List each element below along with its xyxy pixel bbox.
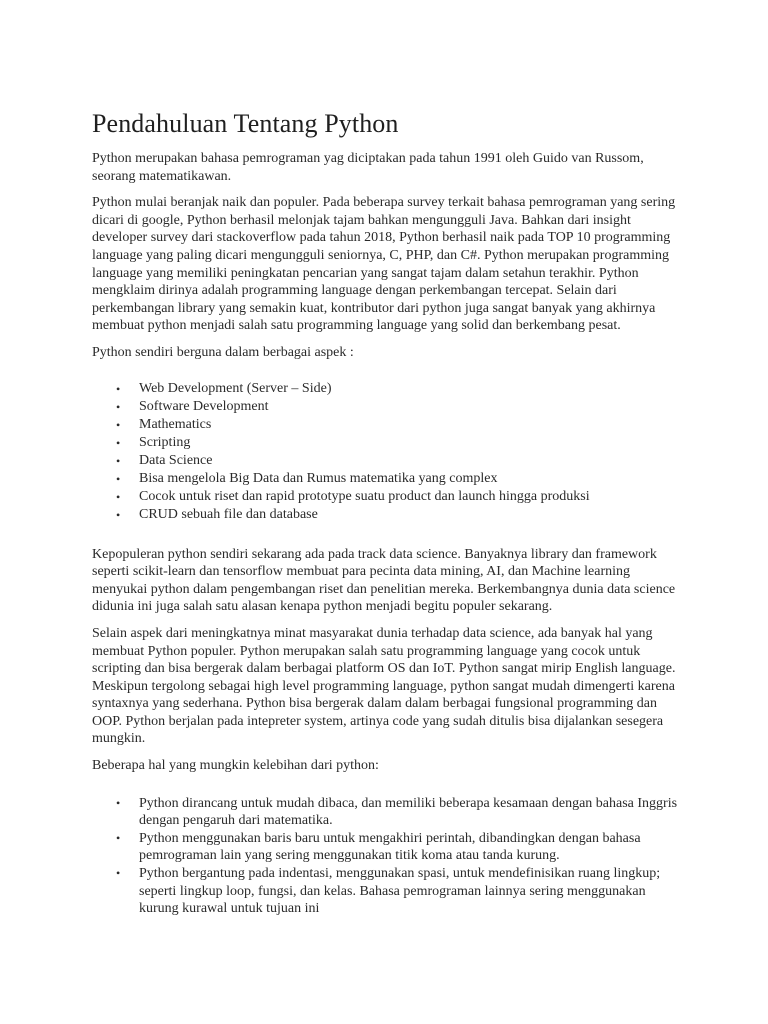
- bullet-icon: •: [116, 399, 121, 414]
- aspects-list: [92, 380, 682, 524]
- list-item: [92, 795, 682, 830]
- list-item-text: CRUD sebuah file dan database: [139, 506, 318, 522]
- list-item-text: Mathematics: [139, 416, 212, 432]
- paragraph-middle-1: Kepopuleran python sendiri sekarang ada pada track data science. Banyaknya library dan framework seperti scikit-learn dan tensorflow membuat para pecinta data mining, AI, dan Machine learning menyukai python dalam pengembangan riset dan penelitian mereka. Berkembangnya dunia data science didunia ini juga salah satu alasan kenapa python menjadi begitu populer sekarang.: [92, 546, 676, 615]
- list-item-text: Web Development (Server – Side): [139, 380, 332, 396]
- bullet-icon: •: [116, 381, 121, 396]
- bullet-icon: •: [116, 489, 121, 504]
- bullet-icon: •: [116, 507, 121, 522]
- bullet-icon: •: [116, 830, 121, 845]
- list-item: [92, 488, 682, 506]
- list-item-text: Python dirancang untuk mudah dibaca, dan memiliki beberapa kesamaan dengan bahasa Inggris dengan pengaruh dari matematika.: [139, 795, 678, 829]
- bullet-icon: •: [116, 866, 121, 881]
- list-item: [92, 380, 682, 398]
- document-page: [92, 108, 682, 940]
- list-item-text: Data Science: [139, 452, 213, 468]
- bullet-icon: •: [116, 471, 121, 486]
- paragraph-intro-1: Python merupakan bahasa pemrograman yag diciptakan pada tahun 1991 oleh Guido van Russom, seorang matematikawan.: [92, 151, 644, 184]
- list-item: [92, 865, 682, 918]
- list-item-text: Cocok untuk riset dan rapid prototype suatu product dan launch hingga produksi: [139, 488, 590, 504]
- list-item-text: Python bergantung pada indentasi, menggunakan spasi, untuk mendefinisikan ruang lingkup; seperti lingkup loop, fungsi, dan kelas. Bahasa pemrograman lainnya sering menggunakan kurung kurawal untuk tujuan ini: [139, 866, 661, 917]
- list-item-text: Software Development: [139, 398, 269, 414]
- paragraph-intro-3: Python sendiri berguna dalam berbagai aspek :: [92, 344, 354, 360]
- paragraph-middle-3: Beberapa hal yang mungkin kelebihan dari python:: [92, 758, 379, 774]
- list-item-text: Bisa mengelola Big Data dan Rumus matematika yang complex: [139, 470, 498, 486]
- list-item: [92, 398, 682, 416]
- list-item: [92, 416, 682, 434]
- list-item: [92, 470, 682, 488]
- paragraph-intro-2: Python mulai beranjak naik dan populer. Pada beberapa survey terkait bahasa pemrograman yang sering dicari di google, Python berhasil melonjak tajam bahkan mengungguli Java. Bahkan dari insight developer survey dari stackoverflow pada tahun 2018, Python berhasil naik pada TOP 10 programming language yang paling dicari mengungguli seniornya, C, PHP, dan C#. Python merupakan programming language yang memiliki peningkatan pencarian yang sangat tajam dalam setahun terakhir. Python mengklaim dirinya adalah programming language dengan perkembangan tercepat. Selain dari perkembangan library yang semakin kuat, kontributor dari python juga sangat banyak yang akhirnya membuat python menjadi salah satu programming language yang solid dan berkembang pesat.: [92, 195, 676, 334]
- bullet-icon: •: [116, 435, 121, 450]
- list-item: [92, 434, 682, 452]
- list-item: [92, 452, 682, 470]
- bullet-icon: •: [116, 795, 121, 810]
- paragraph-middle-2: Selain aspek dari meningkatnya minat masyarakat dunia terhadap data science, ada banyak hal yang membuat Python populer. Python merupakan salah satu programming language yang cocok untuk scripting dan bisa bergerak dalam berbagai platform OS dan IoT. Python sangat mirip English language. Meskipun tergolong sebagai high level programming language, python sangat mudah dimengerti karena syntaxnya yang sederhana. Python bisa bergerak dalam dalam berbagai fungsional programming dan OOP. Python berjalan pada intepreter system, artinya code yang sudah ditulis bisa dijalankan sesegera mungkin.: [92, 625, 676, 747]
- page-title: Pendahuluan Tentang Python: [92, 109, 399, 138]
- list-item-text: Python menggunakan baris baru untuk mengakhiri perintah, dibandingkan dengan bahasa pemrograman lain yang sering menggunakan titik koma atau tanda kurung.: [139, 830, 641, 864]
- bullet-icon: •: [116, 453, 121, 468]
- list-item-text: Scripting: [139, 434, 191, 450]
- list-item: [92, 506, 682, 524]
- advantages-list: [92, 795, 682, 918]
- list-item: [92, 830, 682, 865]
- bullet-icon: •: [116, 417, 121, 432]
